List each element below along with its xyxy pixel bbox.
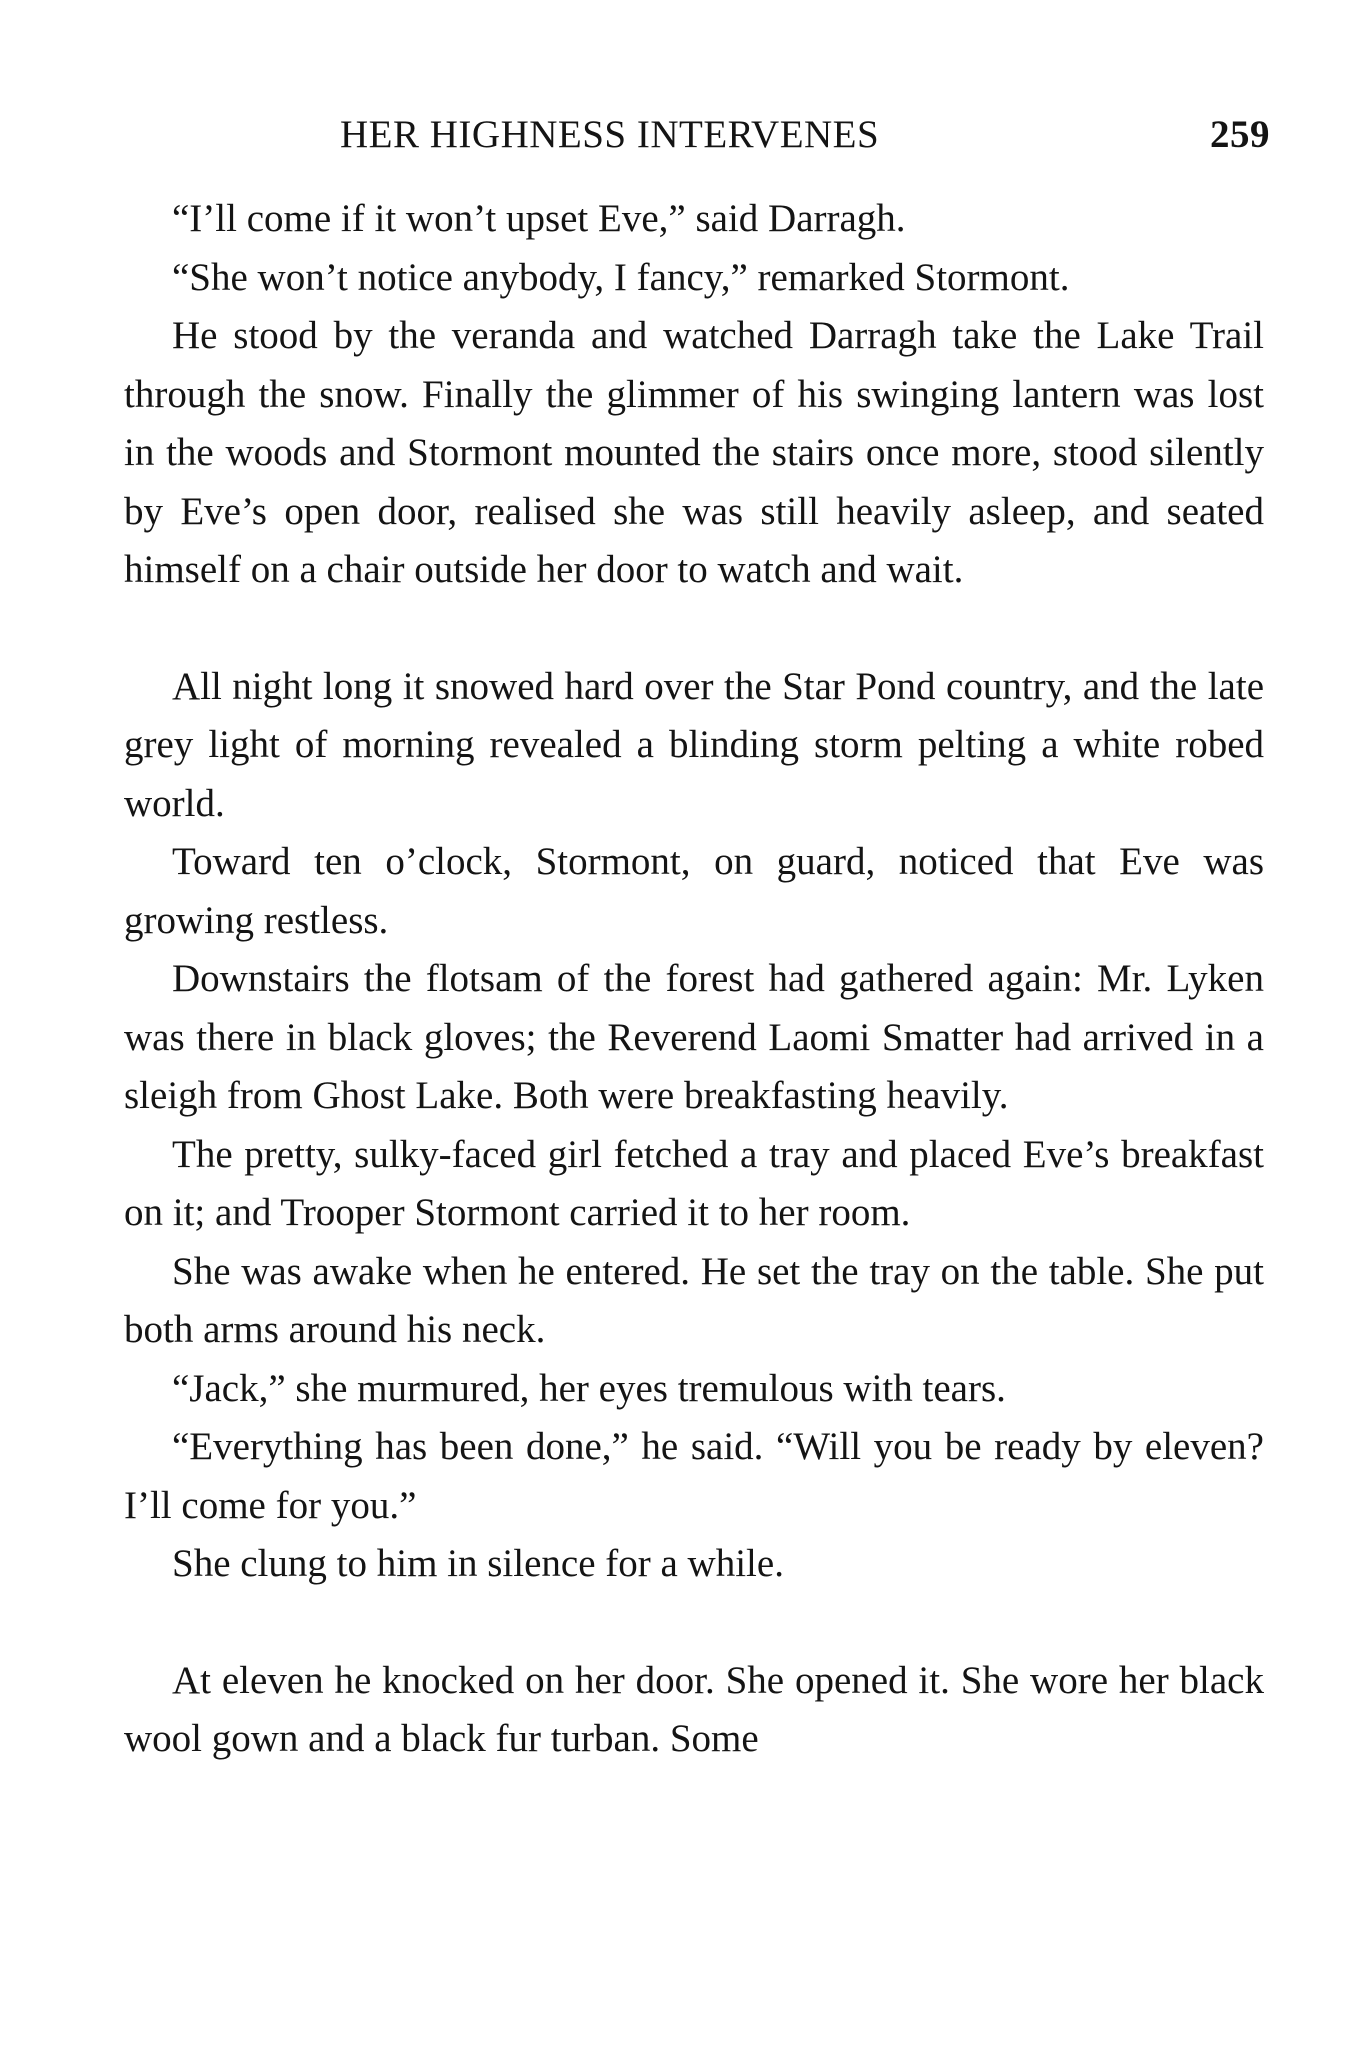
running-title: HER HIGHNESS INTERVENES	[340, 113, 880, 156]
page-header	[120, 112, 1270, 162]
paragraph: Toward ten o’clock, Stormont, on guard, noticed that Eve was growing restless.	[124, 840, 1264, 942]
paragraph: He stood by the veranda and watched Darragh take the Lake Trail through the snow. Finally the glimmer of his swinging lantern was lost in the woods and Stormont mounted the stairs once more, stood silently by Eve’s open door, realised she was still heavily asleep, and seated himself on a chair outside her door to watch and wait.	[124, 314, 1264, 591]
body-text	[124, 190, 1264, 1769]
paragraph: At eleven he knocked on her door. She opened it. She wore her black wool gown and a black fur turban. Some	[124, 1658, 1264, 1760]
paragraph: All night long it snowed hard over the Star Pond country, and the late grey light of morning revealed a blinding storm pelting a white robed world.	[124, 664, 1264, 825]
paragraph: The pretty, sulky-faced girl fetched a tray and placed Eve’s breakfast on it; and Trooper Stormont carried it to her room.	[124, 1132, 1264, 1234]
paragraph: She was awake when he entered. He set the tray on the table. She put both arms around his neck.	[124, 1249, 1264, 1351]
paragraph: “Everything has been done,” he said. “Will you be ready by eleven? I’ll come for you.”	[124, 1425, 1264, 1527]
paragraph: “I’ll come if it won’t upset Eve,” said Darragh.	[172, 197, 906, 240]
page-number: 259	[1210, 113, 1270, 156]
paragraph: “She won’t notice anybody, I fancy,” remarked Stormont.	[172, 255, 1070, 299]
paragraph: She clung to him in silence for a while.	[172, 1542, 784, 1585]
paragraph: “Jack,” she murmured, her eyes tremulous with tears.	[172, 1366, 1006, 1410]
paragraph: Downstairs the flotsam of the forest had gathered again: Mr. Lyken was there in black gloves; the Reverend Laomi Smatter had arrived in a sleigh from Ghost Lake. Both were breakfasting heavily.	[124, 957, 1264, 1117]
